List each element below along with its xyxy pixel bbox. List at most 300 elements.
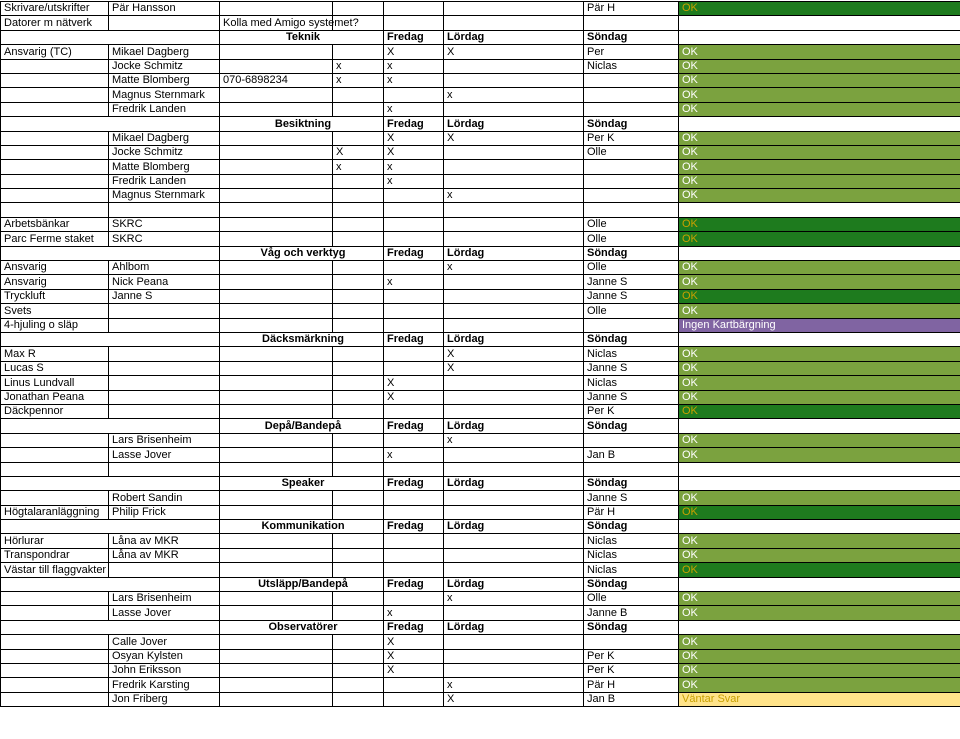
day-header-fri: Fredag bbox=[384, 520, 444, 534]
table-row bbox=[1, 505, 960, 519]
table-row bbox=[1, 275, 960, 289]
contact-cell bbox=[584, 318, 679, 332]
contact-cell: Olle bbox=[584, 217, 679, 231]
status-cell: OK bbox=[679, 145, 960, 159]
friday-mark bbox=[333, 217, 384, 231]
saturday-mark bbox=[384, 692, 444, 706]
note-cell bbox=[220, 376, 333, 390]
category-cell bbox=[1, 663, 109, 677]
table-row bbox=[1, 261, 960, 275]
saturday-mark bbox=[384, 592, 444, 606]
saturday-mark: x bbox=[384, 174, 444, 188]
contact-cell: Janne S bbox=[584, 361, 679, 375]
status-cell: OK bbox=[679, 663, 960, 677]
name-cell: John Eriksson bbox=[109, 663, 220, 677]
sunday-mark: x bbox=[444, 88, 584, 102]
status-cell: OK bbox=[679, 534, 960, 548]
empty-cell bbox=[1, 30, 220, 44]
saturday-mark bbox=[384, 232, 444, 246]
table-row bbox=[1, 232, 960, 246]
status-cell: OK bbox=[679, 189, 960, 203]
empty-cell bbox=[1, 332, 220, 346]
sunday-mark bbox=[444, 404, 584, 418]
status-cell: OK bbox=[679, 217, 960, 231]
name-cell: Magnus Sternmark bbox=[109, 189, 220, 203]
category-cell: Svets bbox=[1, 304, 109, 318]
saturday-mark bbox=[384, 217, 444, 231]
note-cell bbox=[220, 289, 333, 303]
table-row bbox=[1, 59, 960, 73]
friday-mark bbox=[333, 462, 384, 476]
contact-cell: Pär H bbox=[584, 678, 679, 692]
sunday-mark: X bbox=[444, 131, 584, 145]
sunday-mark bbox=[444, 275, 584, 289]
saturday-mark bbox=[384, 289, 444, 303]
day-header-sun: Söndag bbox=[584, 476, 679, 490]
sunday-mark bbox=[444, 203, 584, 217]
sunday-mark bbox=[444, 505, 584, 519]
day-header-sun: Söndag bbox=[584, 577, 679, 591]
note-cell bbox=[220, 678, 333, 692]
name-cell: Lasse Jover bbox=[109, 448, 220, 462]
status-cell: OK bbox=[679, 131, 960, 145]
saturday-mark: X bbox=[384, 663, 444, 677]
status-cell: OK bbox=[679, 102, 960, 116]
category-cell bbox=[1, 692, 109, 706]
status-cell: OK bbox=[679, 361, 960, 375]
contact-cell: Niclas bbox=[584, 376, 679, 390]
table-row bbox=[1, 649, 960, 663]
contact-cell bbox=[584, 16, 679, 30]
note-cell bbox=[220, 548, 333, 562]
sunday-mark bbox=[444, 635, 584, 649]
day-header-sun: Söndag bbox=[584, 117, 679, 131]
contact-cell: Olle bbox=[584, 145, 679, 159]
contact-cell: Per K bbox=[584, 663, 679, 677]
contact-cell: Olle bbox=[584, 232, 679, 246]
saturday-mark bbox=[384, 347, 444, 361]
section-header-row bbox=[1, 117, 960, 131]
friday-mark bbox=[333, 174, 384, 188]
table-row bbox=[1, 692, 960, 706]
name-cell: Mikael Dagberg bbox=[109, 45, 220, 59]
day-header-sun: Söndag bbox=[584, 332, 679, 346]
status-cell: OK bbox=[679, 232, 960, 246]
note-cell bbox=[220, 505, 333, 519]
friday-mark bbox=[333, 433, 384, 447]
friday-mark bbox=[333, 663, 384, 677]
category-cell bbox=[1, 592, 109, 606]
day-header-sat: Lördag bbox=[444, 30, 584, 44]
contact-cell: Pär H bbox=[584, 505, 679, 519]
saturday-mark bbox=[384, 16, 444, 30]
saturday-mark: x bbox=[384, 73, 444, 87]
category-cell bbox=[1, 102, 109, 116]
saturday-mark: x bbox=[384, 275, 444, 289]
section-title: Depå/Bandepå bbox=[220, 419, 384, 433]
status-cell: OK bbox=[679, 505, 960, 519]
friday-mark: X bbox=[333, 145, 384, 159]
category-cell: Ansvarig bbox=[1, 261, 109, 275]
category-cell: Hörlurar bbox=[1, 534, 109, 548]
status-cell bbox=[679, 203, 960, 217]
table-row bbox=[1, 304, 960, 318]
day-header-sat: Lördag bbox=[444, 476, 584, 490]
table-row bbox=[1, 433, 960, 447]
empty-cell bbox=[679, 520, 960, 534]
contact-cell: Niclas bbox=[584, 548, 679, 562]
name-cell: Mikael Dagberg bbox=[109, 131, 220, 145]
note-cell bbox=[220, 404, 333, 418]
name-cell bbox=[109, 304, 220, 318]
contact-cell bbox=[584, 73, 679, 87]
status-cell: OK bbox=[679, 563, 960, 577]
saturday-mark: X bbox=[384, 390, 444, 404]
note-cell bbox=[220, 462, 333, 476]
empty-cell bbox=[679, 419, 960, 433]
contact-cell: Niclas bbox=[584, 59, 679, 73]
friday-mark bbox=[333, 131, 384, 145]
sunday-mark bbox=[444, 160, 584, 174]
status-cell: OK bbox=[679, 491, 960, 505]
note-cell bbox=[220, 692, 333, 706]
note-cell bbox=[220, 131, 333, 145]
saturday-mark: x bbox=[384, 59, 444, 73]
empty-cell bbox=[679, 30, 960, 44]
contact-cell: Olle bbox=[584, 304, 679, 318]
day-header-fri: Fredag bbox=[384, 30, 444, 44]
sunday-mark bbox=[444, 390, 584, 404]
note-cell bbox=[220, 203, 333, 217]
name-cell bbox=[109, 563, 220, 577]
name-cell bbox=[109, 361, 220, 375]
name-cell bbox=[109, 404, 220, 418]
day-header-sat: Lördag bbox=[444, 419, 584, 433]
name-cell: Jon Friberg bbox=[109, 692, 220, 706]
saturday-mark: X bbox=[384, 649, 444, 663]
name-cell: Lars Brisenheim bbox=[109, 433, 220, 447]
sunday-mark bbox=[444, 548, 584, 562]
category-cell bbox=[1, 160, 109, 174]
section-title: Kommunikation bbox=[220, 520, 384, 534]
status-cell: OK bbox=[679, 289, 960, 303]
saturday-mark: x bbox=[384, 448, 444, 462]
table-row bbox=[1, 73, 960, 87]
section-title: Teknik bbox=[220, 30, 384, 44]
name-cell: Nick Peana bbox=[109, 275, 220, 289]
friday-mark bbox=[333, 261, 384, 275]
category-cell bbox=[1, 433, 109, 447]
saturday-mark bbox=[384, 491, 444, 505]
name-cell: SKRC bbox=[109, 217, 220, 231]
category-cell: Skrivare/utskrifter bbox=[1, 2, 109, 16]
contact-cell: Janne S bbox=[584, 275, 679, 289]
sunday-mark bbox=[444, 376, 584, 390]
sunday-mark bbox=[444, 304, 584, 318]
note-cell bbox=[220, 304, 333, 318]
contact-cell: Per K bbox=[584, 404, 679, 418]
sunday-mark bbox=[444, 491, 584, 505]
table-row bbox=[1, 635, 960, 649]
saturday-mark: X bbox=[384, 131, 444, 145]
table-row bbox=[1, 131, 960, 145]
empty-cell bbox=[679, 476, 960, 490]
category-cell bbox=[1, 606, 109, 620]
sunday-mark: X bbox=[444, 692, 584, 706]
status-cell: OK bbox=[679, 88, 960, 102]
sunday-mark bbox=[444, 145, 584, 159]
category-cell: Högtalaranläggning bbox=[1, 505, 109, 519]
name-cell: Robert Sandin bbox=[109, 491, 220, 505]
note-cell bbox=[220, 361, 333, 375]
day-header-sat: Lördag bbox=[444, 577, 584, 591]
saturday-mark bbox=[384, 361, 444, 375]
contact-cell: Per bbox=[584, 45, 679, 59]
table-row bbox=[1, 145, 960, 159]
status-cell: OK bbox=[679, 45, 960, 59]
status-cell: OK bbox=[679, 73, 960, 87]
table-row bbox=[1, 563, 960, 577]
section-header-row bbox=[1, 246, 960, 260]
note-cell bbox=[220, 635, 333, 649]
contact-cell bbox=[584, 635, 679, 649]
table-row bbox=[1, 404, 960, 418]
status-cell: OK bbox=[679, 390, 960, 404]
sunday-mark bbox=[444, 448, 584, 462]
category-cell: Jonathan Peana bbox=[1, 390, 109, 404]
friday-mark bbox=[333, 491, 384, 505]
sunday-mark bbox=[444, 289, 584, 303]
table-row bbox=[1, 16, 960, 30]
status-cell: OK bbox=[679, 433, 960, 447]
name-cell: Ahlbom bbox=[109, 261, 220, 275]
sunday-mark bbox=[444, 563, 584, 577]
name-cell: Calle Jover bbox=[109, 635, 220, 649]
note-cell bbox=[220, 448, 333, 462]
friday-mark bbox=[333, 102, 384, 116]
friday-mark bbox=[333, 45, 384, 59]
name-cell bbox=[109, 347, 220, 361]
table-row bbox=[1, 102, 960, 116]
friday-mark bbox=[333, 548, 384, 562]
friday-mark bbox=[333, 606, 384, 620]
name-cell bbox=[109, 390, 220, 404]
friday-mark bbox=[333, 678, 384, 692]
section-header-row bbox=[1, 620, 960, 634]
note-cell bbox=[220, 534, 333, 548]
section-title: Besiktning bbox=[220, 117, 384, 131]
contact-cell bbox=[584, 203, 679, 217]
status-cell: OK bbox=[679, 592, 960, 606]
day-header-sat: Lördag bbox=[444, 117, 584, 131]
saturday-mark bbox=[384, 2, 444, 16]
day-header-fri: Fredag bbox=[384, 419, 444, 433]
contact-cell: Janne B bbox=[584, 606, 679, 620]
section-header-row bbox=[1, 30, 960, 44]
saturday-mark: x bbox=[384, 160, 444, 174]
day-header-sat: Lördag bbox=[444, 332, 584, 346]
note-cell: Kolla med Amigo systemet? bbox=[220, 16, 333, 30]
name-cell bbox=[109, 16, 220, 30]
sunday-mark bbox=[444, 606, 584, 620]
note-cell bbox=[220, 491, 333, 505]
table-row bbox=[1, 2, 960, 16]
note-cell bbox=[220, 232, 333, 246]
saturday-mark: x bbox=[384, 102, 444, 116]
table-row bbox=[1, 491, 960, 505]
day-header-fri: Fredag bbox=[384, 332, 444, 346]
day-header-sat: Lördag bbox=[444, 246, 584, 260]
section-header-row bbox=[1, 520, 960, 534]
empty-cell bbox=[1, 246, 220, 260]
sunday-mark bbox=[444, 217, 584, 231]
table-row bbox=[1, 174, 960, 188]
category-cell bbox=[1, 448, 109, 462]
note-cell bbox=[220, 318, 333, 332]
note-cell bbox=[220, 45, 333, 59]
sunday-mark bbox=[444, 102, 584, 116]
status-cell: OK bbox=[679, 548, 960, 562]
name-cell: Fredrik Karsting bbox=[109, 678, 220, 692]
note-cell bbox=[220, 592, 333, 606]
status-cell bbox=[679, 462, 960, 476]
day-header-sun: Söndag bbox=[584, 246, 679, 260]
category-cell bbox=[1, 59, 109, 73]
contact-cell: Jan B bbox=[584, 448, 679, 462]
contact-cell: Per K bbox=[584, 131, 679, 145]
note-cell bbox=[220, 347, 333, 361]
day-header-sun: Söndag bbox=[584, 620, 679, 634]
status-cell: Ingen Kartbärgning bbox=[679, 318, 960, 332]
category-cell bbox=[1, 203, 109, 217]
saturday-mark bbox=[384, 505, 444, 519]
status-cell: OK bbox=[679, 261, 960, 275]
table-row bbox=[1, 289, 960, 303]
status-cell: OK bbox=[679, 376, 960, 390]
empty-row bbox=[1, 462, 960, 476]
contact-cell bbox=[584, 174, 679, 188]
name-cell: Janne S bbox=[109, 289, 220, 303]
name-cell: Magnus Sternmark bbox=[109, 88, 220, 102]
friday-mark bbox=[333, 347, 384, 361]
name-cell: Jocke Schmitz bbox=[109, 59, 220, 73]
day-header-fri: Fredag bbox=[384, 117, 444, 131]
sunday-mark: x bbox=[444, 592, 584, 606]
table-row bbox=[1, 347, 960, 361]
friday-mark: x bbox=[333, 73, 384, 87]
table-row bbox=[1, 678, 960, 692]
category-cell: Parc Ferme staket bbox=[1, 232, 109, 246]
empty-cell bbox=[1, 117, 220, 131]
category-cell: Max R bbox=[1, 347, 109, 361]
name-cell: Lars Brisenheim bbox=[109, 592, 220, 606]
note-cell bbox=[220, 261, 333, 275]
friday-mark bbox=[333, 318, 384, 332]
category-cell: Ansvarig (TC) bbox=[1, 45, 109, 59]
category-cell bbox=[1, 462, 109, 476]
day-header-sat: Lördag bbox=[444, 620, 584, 634]
note-cell bbox=[220, 606, 333, 620]
table-row bbox=[1, 189, 960, 203]
saturday-mark: X bbox=[384, 376, 444, 390]
sunday-mark bbox=[444, 73, 584, 87]
table-row bbox=[1, 548, 960, 562]
day-header-sun: Söndag bbox=[584, 419, 679, 433]
category-cell bbox=[1, 491, 109, 505]
note-cell bbox=[220, 145, 333, 159]
sunday-mark bbox=[444, 663, 584, 677]
contact-cell: Janne S bbox=[584, 289, 679, 303]
friday-mark bbox=[333, 692, 384, 706]
friday-mark bbox=[333, 563, 384, 577]
friday-mark bbox=[333, 203, 384, 217]
section-header-row bbox=[1, 419, 960, 433]
table-row bbox=[1, 592, 960, 606]
contact-cell: Niclas bbox=[584, 534, 679, 548]
day-header-fri: Fredag bbox=[384, 476, 444, 490]
note-cell bbox=[220, 189, 333, 203]
friday-mark bbox=[333, 361, 384, 375]
name-cell bbox=[109, 318, 220, 332]
contact-cell bbox=[584, 160, 679, 174]
note-cell bbox=[220, 59, 333, 73]
sunday-mark bbox=[444, 318, 584, 332]
empty-cell bbox=[679, 577, 960, 591]
friday-mark bbox=[333, 289, 384, 303]
table-row bbox=[1, 361, 960, 375]
sunday-mark: x bbox=[444, 433, 584, 447]
note-cell bbox=[220, 275, 333, 289]
day-header-sat: Lördag bbox=[444, 520, 584, 534]
friday-mark bbox=[333, 649, 384, 663]
friday-mark bbox=[333, 88, 384, 102]
name-cell bbox=[109, 376, 220, 390]
contact-cell: Olle bbox=[584, 592, 679, 606]
name-cell: Fredrik Landen bbox=[109, 174, 220, 188]
name-cell bbox=[109, 462, 220, 476]
status-cell: OK bbox=[679, 448, 960, 462]
name-cell: Philip Frick bbox=[109, 505, 220, 519]
section-title: Våg och verktyg bbox=[220, 246, 384, 260]
table-row bbox=[1, 663, 960, 677]
name-cell: Matte Blomberg bbox=[109, 73, 220, 87]
saturday-mark: X bbox=[384, 45, 444, 59]
sunday-mark bbox=[444, 2, 584, 16]
empty-cell bbox=[1, 476, 220, 490]
note-cell: 070-6898234 bbox=[220, 73, 333, 87]
saturday-mark bbox=[384, 261, 444, 275]
status-cell: OK bbox=[679, 347, 960, 361]
contact-cell: Olle bbox=[584, 261, 679, 275]
sunday-mark bbox=[444, 174, 584, 188]
sunday-mark bbox=[444, 462, 584, 476]
sheet-body bbox=[1, 2, 960, 707]
status-cell: OK bbox=[679, 2, 960, 16]
table-row bbox=[1, 376, 960, 390]
note-cell bbox=[220, 174, 333, 188]
category-cell bbox=[1, 131, 109, 145]
status-cell: OK bbox=[679, 635, 960, 649]
note-cell bbox=[220, 663, 333, 677]
saturday-mark bbox=[384, 462, 444, 476]
day-header-fri: Fredag bbox=[384, 620, 444, 634]
friday-mark bbox=[333, 376, 384, 390]
category-cell bbox=[1, 145, 109, 159]
friday-mark: x bbox=[333, 59, 384, 73]
category-cell: Tryckluft bbox=[1, 289, 109, 303]
note-cell bbox=[220, 217, 333, 231]
contact-cell bbox=[584, 462, 679, 476]
